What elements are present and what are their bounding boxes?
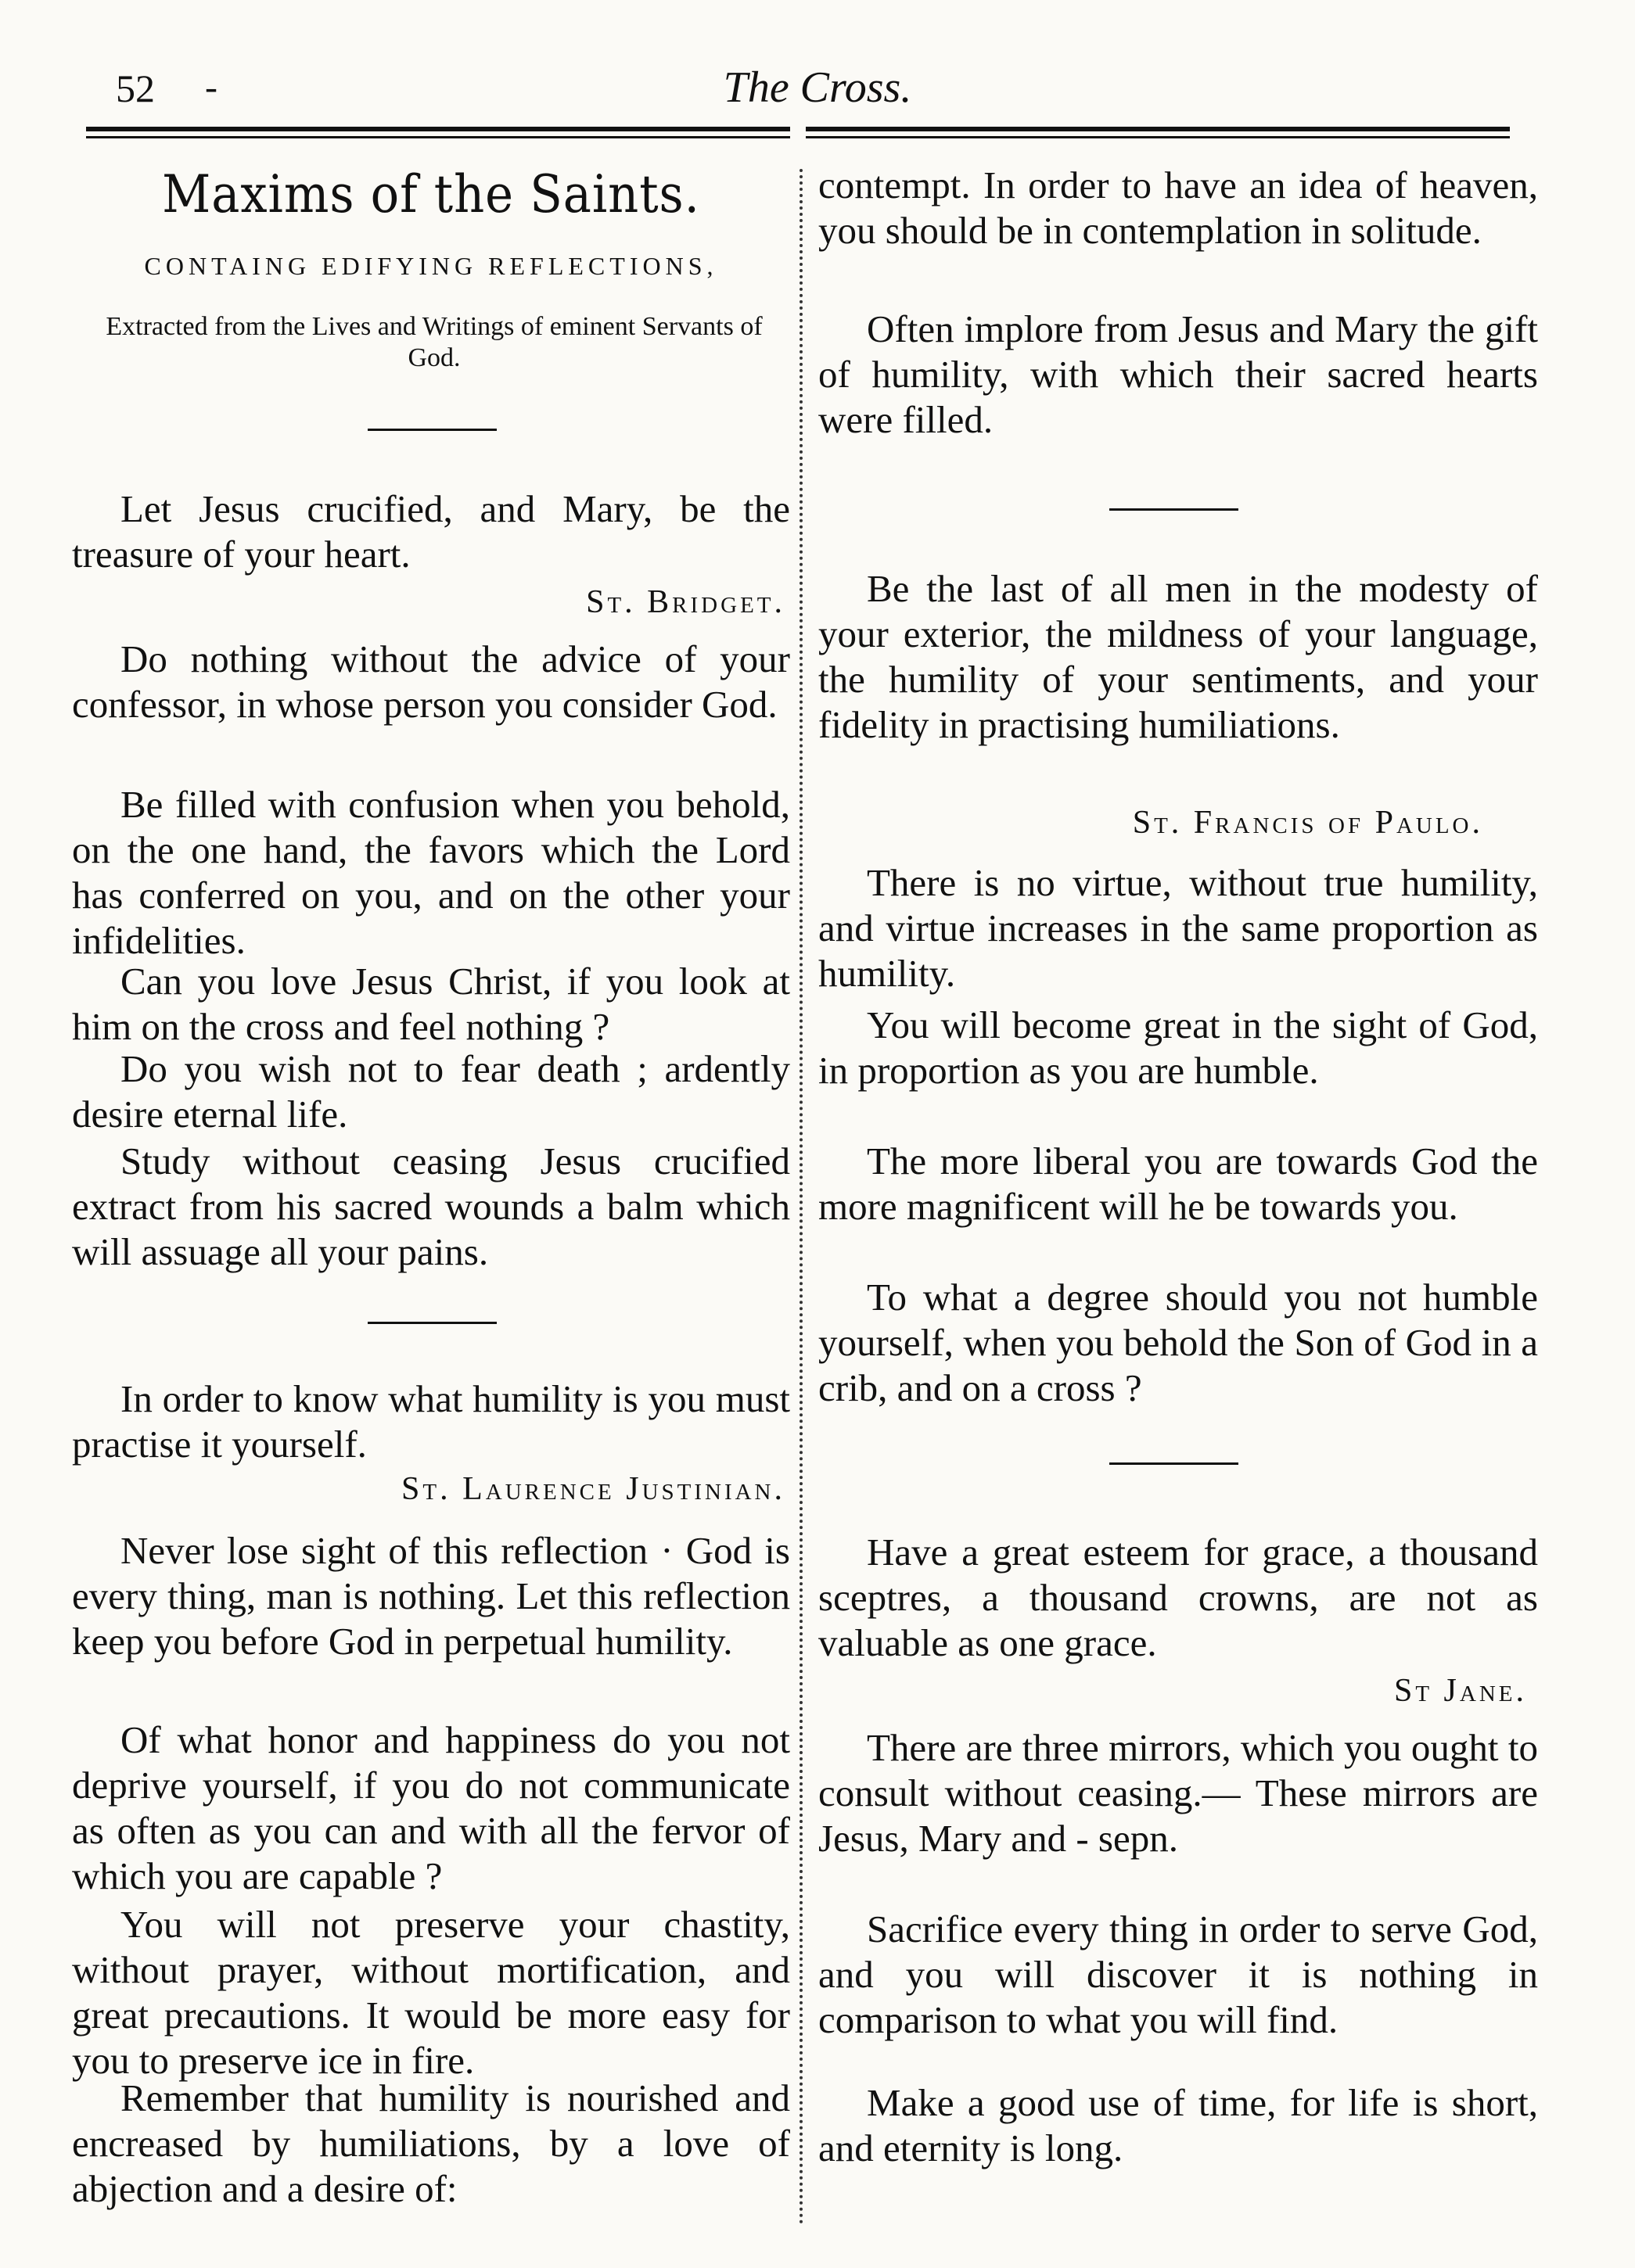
- maxim-author: St. Bridget.: [586, 584, 785, 620]
- maxim-paragraph: Have a great esteem for grace, a thousand sceptres, a thousand crowns, are not as valuable as one grace.: [818, 1531, 1538, 1664]
- header-dash: -: [205, 66, 217, 108]
- separator-rule: [1109, 508, 1238, 511]
- maxim-paragraph: Be filled with confusion when you behold, on the one hand, the favors which the Lord has conferred on you, and on the other your infidelities.: [72, 783, 790, 962]
- running-title: The Cross.: [723, 63, 912, 112]
- column-divider: [800, 169, 803, 2226]
- section-subtitle: CONTAING EDIFYING REFLECTIONS,: [144, 252, 718, 280]
- header-rule: [86, 127, 790, 131]
- maxim-paragraph: In order to know what humility is you must practise it yourself.: [72, 1377, 790, 1466]
- maxim-paragraph: Be the last of all men in the modesty of your exterior, the mildness of your language, the humility of your sentiments, and your fidelity in practising humiliations.: [818, 567, 1538, 746]
- maxim-author: St Jane.: [1393, 1673, 1527, 1709]
- header-rule-lower: [86, 136, 790, 138]
- header-rule-right-lower: [806, 136, 1510, 138]
- maxim-paragraph: contempt. In order to have an idea of heaven, you should be in contemplation in solitude.: [818, 163, 1538, 252]
- section-title: Maxims of the Saints.: [162, 164, 700, 224]
- maxim-paragraph: Of what honor and happiness do you not deprive yourself, if you do not communicate as often as you can and with all the fervor of which you are capable ?: [72, 1718, 790, 1897]
- maxim-paragraph: Let Jesus crucified, and Mary, be the treasure of your heart.: [72, 487, 790, 576]
- maxim-paragraph: Do nothing without the advice of your confessor, in whose person you consider God.: [72, 637, 790, 726]
- maxim-paragraph: There is no virtue, without true humility, and virtue increases in the same proportion as humility.: [818, 861, 1538, 995]
- maxim-paragraph: Study without ceasing Jesus crucified extract from his sacred wounds a balm which will assuage all your pains.: [72, 1139, 790, 1273]
- maxim-author: St. Laurence Justinian.: [401, 1471, 785, 1507]
- maxim-author: St. Francis of Paulo.: [1132, 805, 1483, 841]
- maxim-paragraph: Can you love Jesus Christ, if you look at him on the cross and feel nothing ?: [72, 960, 790, 1048]
- maxim-paragraph: You will become great in the sight of God, in proportion as you are humble.: [818, 1003, 1538, 1092]
- separator-rule: [368, 1322, 497, 1324]
- maxim-paragraph: Do you wish not to fear death ; ardently desire eternal life.: [72, 1047, 790, 1136]
- page-number: 52: [116, 66, 155, 110]
- maxim-paragraph: To what a degree should you not humble yourself, when you behold the Son of God in a crib, and on a cross ?: [818, 1276, 1538, 1409]
- header-rule-right: [806, 127, 1510, 131]
- maxim-paragraph: Never lose sight of this reflection · God is every thing, man is nothing. Let this reflection keep you before God in perpetual humility.: [72, 1529, 790, 1663]
- maxim-paragraph: You will not preserve your chastity, without prayer, without mortification, and great precautions. It would be more easy for you to preserve ice in fire.: [72, 1903, 790, 2082]
- maxim-paragraph: Remember that humility is nourished and encreased by humiliations, by a love of abjection and a desire of:: [72, 2076, 790, 2210]
- maxim-paragraph: Make a good use of time, for life is short, and eternity is long.: [818, 2081, 1538, 2169]
- maxim-paragraph: Sacrifice every thing in order to serve God, and you will discover it is nothing in comparison to what you will find.: [818, 1907, 1538, 2041]
- separator-rule: [368, 429, 497, 431]
- maxim-paragraph: Often implore from Jesus and Mary the gift of humility, with which their sacred hearts were filled.: [818, 307, 1538, 441]
- maxim-paragraph: There are three mirrors, which you ought to consult without ceasing.— These mirrors are Jesus, Mary and - sepn.: [818, 1726, 1538, 1860]
- maxim-paragraph: The more liberal you are towards God the more magnificent will he be towards you.: [818, 1139, 1538, 1228]
- separator-rule: [1109, 1462, 1238, 1465]
- section-extract-note: Extracted from the Lives and Writings of eminent Servants of God.: [106, 312, 763, 372]
